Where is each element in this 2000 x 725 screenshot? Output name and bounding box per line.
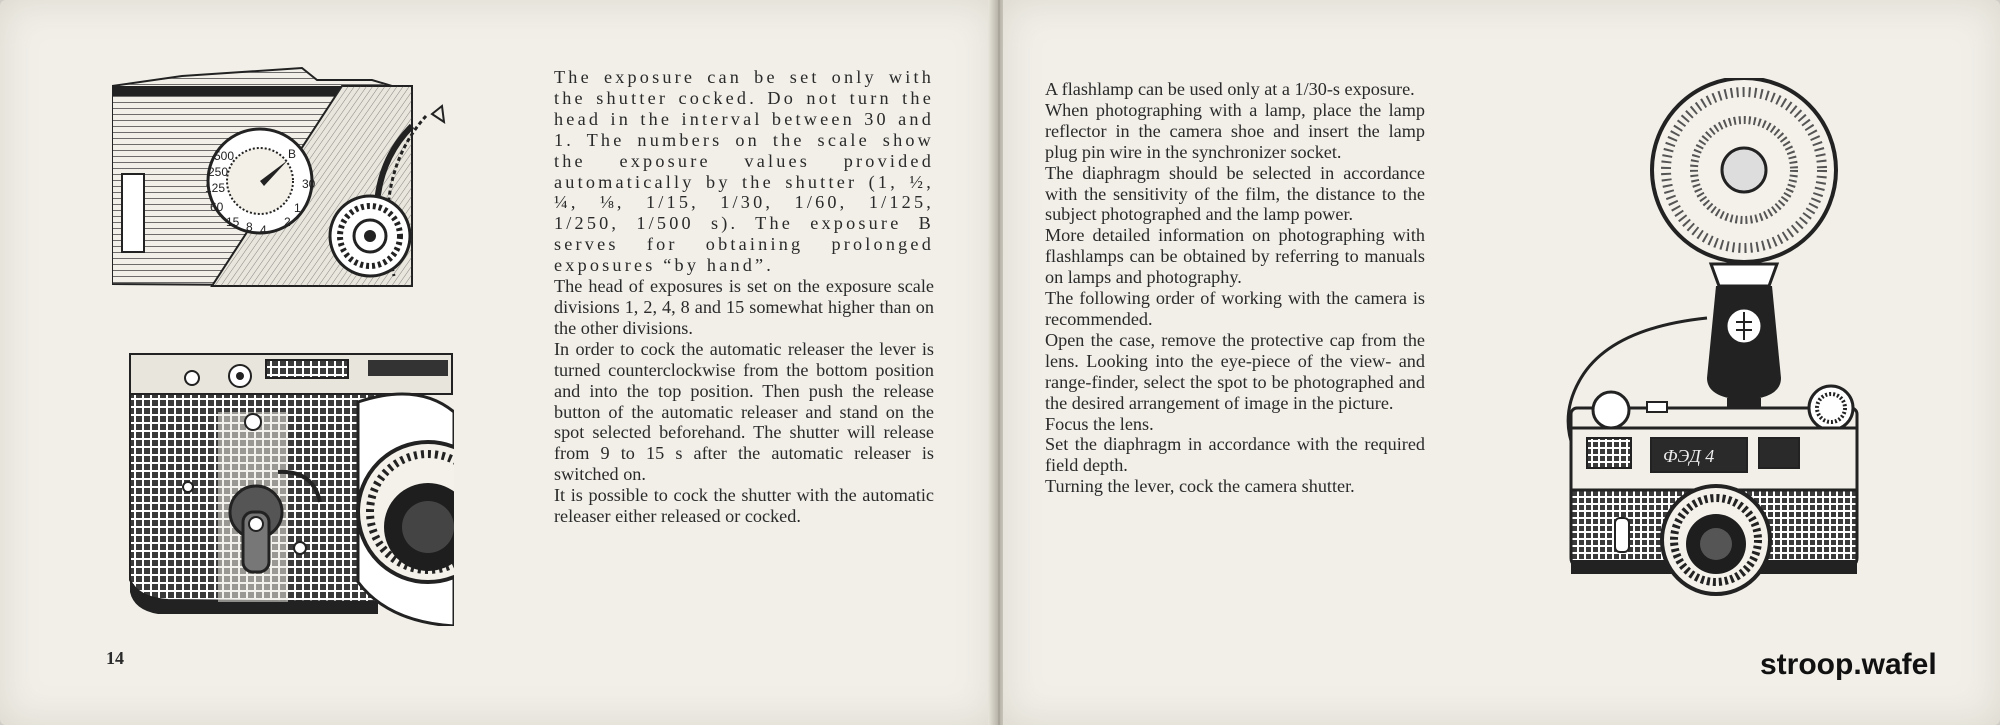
- paragraph: Open the case, remove the protective cap from the lens. Looking into the eye-piece of the view- and range-finder, select the spot to be photographed and the desired arrangement of image in the picture.: [1045, 329, 1425, 413]
- dial-label-8: 8: [246, 220, 253, 234]
- paragraph: Focus the lens.: [1045, 413, 1154, 434]
- paragraph: More detailed information on photographing with flashlamps can be obtained by referring to manuals on lamps and photography.: [1045, 225, 1425, 288]
- dial-label-500: 500: [214, 149, 235, 163]
- dial-label-250: 250: [208, 165, 229, 179]
- dial-label-125: 125: [205, 181, 226, 195]
- self-timer-illustration: [128, 352, 454, 626]
- dial-label-b: B: [288, 147, 297, 161]
- left-page: [0, 0, 995, 725]
- shutter-dial-illustration: [112, 66, 478, 298]
- paragraph: Turning the lever, cock the camera shutter.: [1045, 476, 1355, 497]
- paragraph: In order to cock the automatic releaser the lever is turned counterclockwise from the bottom position and into the top position. Then push the release button of the automatic releaser and stand on the spot selected beforehand. The shutter will release from 9 to 15 s after the automatic releaser is switched on.: [554, 338, 934, 485]
- paragraph: The diaphragm should be selected in accordance with the sensitivity of the film, the distance to the subject photographed and the lamp power.: [1045, 162, 1425, 225]
- dial-label-1: 1: [294, 201, 301, 215]
- dial-label-15: 15: [226, 215, 240, 229]
- right-page: [1003, 0, 2000, 725]
- paragraph: The exposure can be set only with the shutter cocked. Do not turn the head in the interval between 30 and 1. The numbers on the scale show the exposure values provided automatically by the shutter (1, ½, ¼, ⅛, 1/15, 1/30, 1/60, 1/125, 1/250, 1/500 s). The exposure B serves for obtaining prolonged exposures “by hand”.: [554, 67, 934, 276]
- paragraph: The following order of working with the camera is recommended.: [1045, 288, 1425, 329]
- dial-label-60: 60: [210, 200, 224, 214]
- dial-label-4: 4: [260, 223, 267, 237]
- dial-label-30: 30: [302, 177, 316, 191]
- right-page-text: [1045, 79, 1425, 497]
- paragraph: Set the diaphragm in accordance with the required field depth.: [1045, 434, 1425, 476]
- page-number: 14: [106, 648, 124, 668]
- paragraph: When photographing with a lamp, place the lamp reflector in the camera shoe and insert the lamp plug pin wire in the synchronizer socket.: [1045, 99, 1425, 162]
- camera-name-label: ФЭД 4: [1663, 446, 1715, 466]
- camera-with-flash-illustration: [1551, 78, 1867, 598]
- paragraph: A flashlamp can be used only at a 1/30-s exposure.: [1045, 79, 1415, 99]
- dial-label-2: 2: [284, 215, 291, 229]
- watermark: stroop.wafel: [1760, 648, 1937, 681]
- paragraph: It is possible to cock the shutter with the automatic releaser either released or cocked.: [554, 485, 934, 527]
- paragraph: The head of exposures is set on the exposure scale divisions 1, 2, 4, 8 and 15 somewhat higher than on the other divisions.: [554, 276, 934, 338]
- left-page-text: [554, 67, 934, 527]
